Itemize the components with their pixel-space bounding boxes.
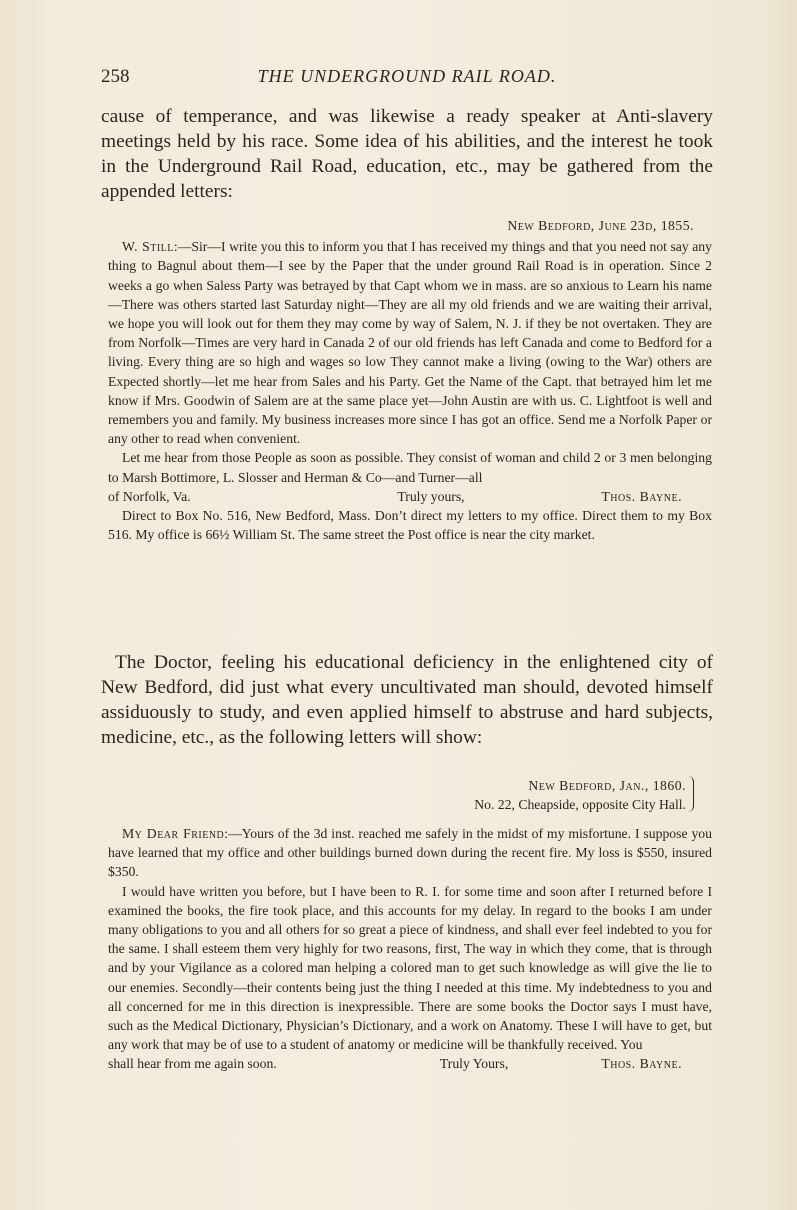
letter2-dateline bbox=[400, 776, 700, 814]
page-header bbox=[101, 66, 713, 96]
letter2-sign-name: Thos. Bayne. bbox=[601, 1056, 682, 1072]
letter2-dateline-2: No. 22, Cheapside, opposite City Hall. bbox=[474, 797, 686, 812]
letter1-body-1-text: :—Sir—I write you this to inform you that I has received my things and that you need not say any thing to Bagnul about them—I see by the Paper that the under ground Rail Road is in operation. Since 2 weeks a go when Saless Party was betrayed by that Capt whom we in mass. are so anxious to Learn his name—There was others started last Saturday night—They are all my old friends and we are waiting their arrival, we hope you will look out for them they may come by way of Salem, N. J. if they be not overtaken. They are from Norfolk—Times are very hard in Canada 2 of our old friends has left Canada and come to Bedford for a living. Every thing are so high and wages so low They cannot make a living (owing to the War) others are Expected shortly—let me hear from Sales and his Party. Get the Name of the Capt. that betrayed him let me know if Mrs. Goodwin of Salem are at the same place yet—John Austin are with us. C. Lightfoot is well and remembers you and family. My business increases more since I has got an office. Send me a Norfolk Paper or any other to read when convenient. bbox=[108, 239, 712, 447]
letter2-sign-close: Truly Yours, bbox=[439, 1056, 509, 1072]
letter2-sign-lead: shall hear from me again soon. bbox=[108, 1056, 277, 1072]
letter2-salutation: My Dear Friend bbox=[122, 826, 225, 841]
letter2-signature-row bbox=[108, 1054, 712, 1073]
letter-1860 bbox=[108, 824, 712, 1074]
letter-1855 bbox=[108, 216, 712, 544]
letter2-body-2: I would have written you before, but I have been to R. I. for some time and soon after I returned before I examined the books, the fire took place, and this accounts for my delay. In regard to the books I am under many obligations to you and all others for so great a piece of kindness, and shall ever feel indebted to you for the same. I shall esteem them very highly for two reasons, first, The way in which they come, that is through and by your Vigilance as a colored man helping a colored man to get such knowledge as will give the lie to our enemies. Secondly—their contents being just the thing I needed at this time. My indebtedness to you and all concerned for me in this direction is inexpressible. There are some books the Doctor says I must have, such as the Medical Dictionary, Physician’s Dictionary, and a work on Anatomy. These I will have to get, but any work that may be of use to a student of anatomy or medicine will be thankfully received. You bbox=[108, 883, 712, 1053]
letter2-dateline-1: New Bedford, Jan., 1860. bbox=[528, 778, 686, 793]
running-title: THE UNDERGROUND RAIL ROAD. bbox=[257, 66, 557, 86]
letter1-body-2: Let me hear from those People as soon as possible. They consist of woman and child 2 or 3 men belonging to Marsh Bottimore, L. Slosser and Herman & Co—and Turner—all bbox=[108, 450, 712, 485]
brace-mark bbox=[686, 776, 694, 812]
letter1-dateline-text: New Bedford, June 23d, 1855. bbox=[507, 218, 694, 233]
letter1-postscript: Direct to Box No. 516, New Bedford, Mass. Don’t direct my letters to my office. Direct them to my Box 516. My office is 66½ William St. The same street the Post office is near the city market. bbox=[108, 508, 712, 543]
intro-paragraph bbox=[101, 104, 713, 204]
letter1-body-1 bbox=[108, 237, 712, 448]
letter1-signature-row bbox=[108, 487, 712, 506]
page-number: 258 bbox=[101, 66, 130, 87]
middle-text: The Doctor, feeling his educational deficiency in the enlightened city of New Bedford, did just what every uncultivated man should, devoted himself assiduously to study, and even applied himself to abstruse and hard subjects, medicine, etc., as the following letters will show: bbox=[101, 652, 713, 748]
middle-paragraph bbox=[101, 650, 713, 750]
letter2-body-1-text: :—Yours of the 3d inst. reached me safely in the midst of my misfortune. I suppose you have learned that my office and other buildings burned down during the recent fire. My loss is $550, insured $350. bbox=[108, 826, 712, 880]
letter1-sign-place: of Norfolk, Va. bbox=[108, 488, 191, 504]
letter1-sign-name: Thos. Bayne. bbox=[601, 488, 682, 504]
letter1-dateline bbox=[108, 216, 712, 235]
intro-text: cause of temperance, and was likewise a ready speaker at Anti-slavery meetings held by his race. Some idea of his abilities, and the interest he took in the Underground Rail Road, education, etc., may be gathered from the appended letters: bbox=[101, 106, 713, 202]
letter2-body-1 bbox=[108, 824, 712, 882]
letter1-salutation: W. Still bbox=[122, 239, 174, 255]
letter1-sign-close: Truly yours, bbox=[397, 488, 465, 504]
